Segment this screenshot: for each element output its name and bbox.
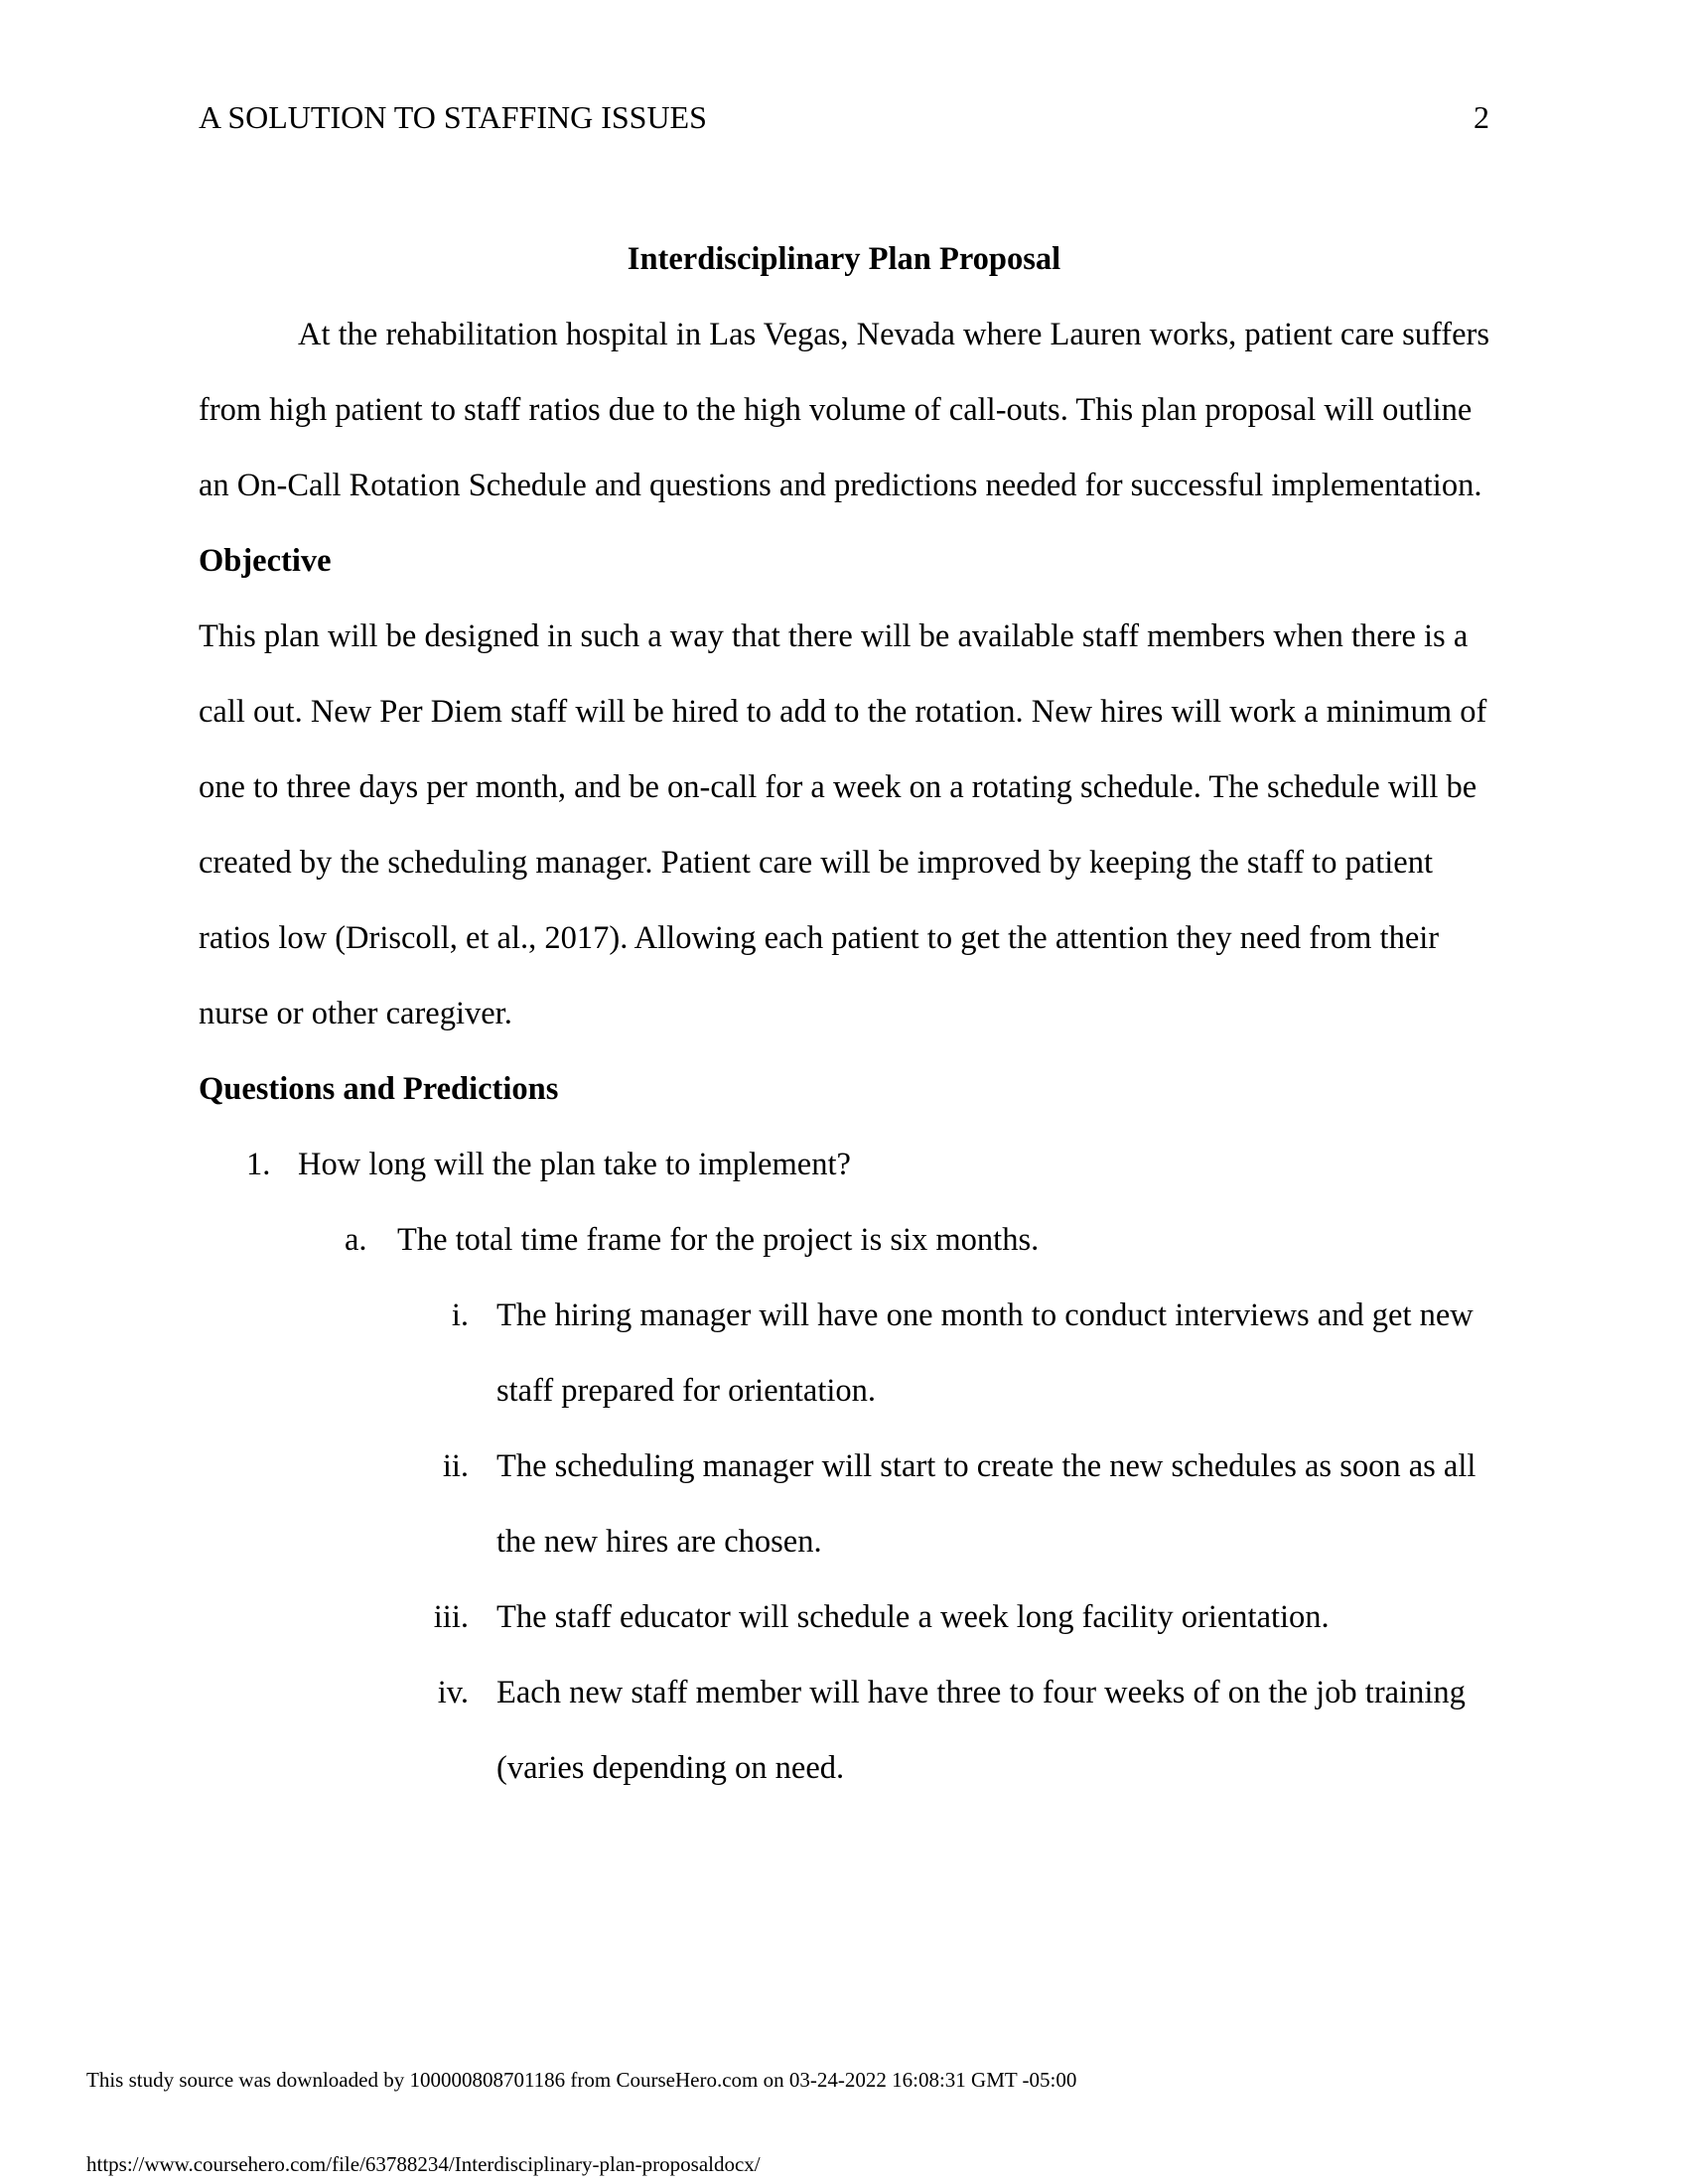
download-notice: This study source was downloaded by 100000808701186 from CourseHero.com on 03-24-2022 16:08:31 GMT -05:00: [86, 2068, 1077, 2092]
list-roman: ii.: [442, 1448, 469, 1484]
list-text: Each new staff member will have three to four weeks of on the job training (varies depending on need.: [496, 1675, 1466, 1786]
list-item-i: [199, 1278, 1489, 1429]
list-roman: iv.: [437, 1675, 469, 1710]
list-text: The total time frame for the project is six months.: [397, 1222, 1040, 1258]
list-number: 1.: [246, 1147, 271, 1182]
list-roman: i.: [451, 1297, 469, 1333]
list-text: How long will the plan take to implement?: [298, 1147, 851, 1182]
document-body: [199, 221, 1489, 1806]
list-text: The scheduling manager will start to create the new schedules as soon as all the new hires are chosen.: [496, 1448, 1477, 1560]
list-roman: iii.: [433, 1599, 469, 1635]
page-header: [199, 97, 1489, 137]
list-letter: a.: [345, 1222, 367, 1258]
intro-paragraph: At the rehabilitation hospital in Las Vegas, Nevada where Lauren works, patient care suffers from high patient to staff ratios due to the high volume of call-outs. This plan proposal will outline an On-Call Rotation Schedule and questions and predictions needed for successful implementation.: [199, 317, 1489, 503]
running-head: A SOLUTION TO STAFFING ISSUES: [199, 99, 707, 135]
objective-heading: Objective: [199, 543, 332, 579]
list-item-iii: [199, 1579, 1489, 1655]
list-item-iv: [199, 1655, 1489, 1806]
list-item-a: [199, 1202, 1489, 1278]
list-item-1: [199, 1127, 1489, 1202]
list-item-ii: [199, 1429, 1489, 1579]
source-url[interactable]: https://www.coursehero.com/file/63788234/Interdisciplinary-plan-proposaldocx/: [86, 2152, 761, 2176]
questions-heading: Questions and Predictions: [199, 1071, 559, 1107]
page-number: 2: [1474, 99, 1489, 135]
objective-paragraph: This plan will be designed in such a way that there will be available staff members when there is a call out. New Per Diem staff will be hired to add to the rotation. New hires will work a minimum of one to three days per month, and be on-call for a week on a rotating schedule. The schedule will be created by the scheduling manager. Patient care will be improved by keeping the staff to patient ratios low (Driscoll, et al., 2017). Allowing each patient to get the attention they need from their nurse or other caregiver.: [199, 618, 1487, 1031]
list-text: The staff educator will schedule a week long facility orientation.: [496, 1599, 1330, 1635]
list-text: The hiring manager will have one month to conduct interviews and get new staff prepared for orientation.: [496, 1297, 1474, 1409]
document-title: Interdisciplinary Plan Proposal: [627, 241, 1061, 277]
